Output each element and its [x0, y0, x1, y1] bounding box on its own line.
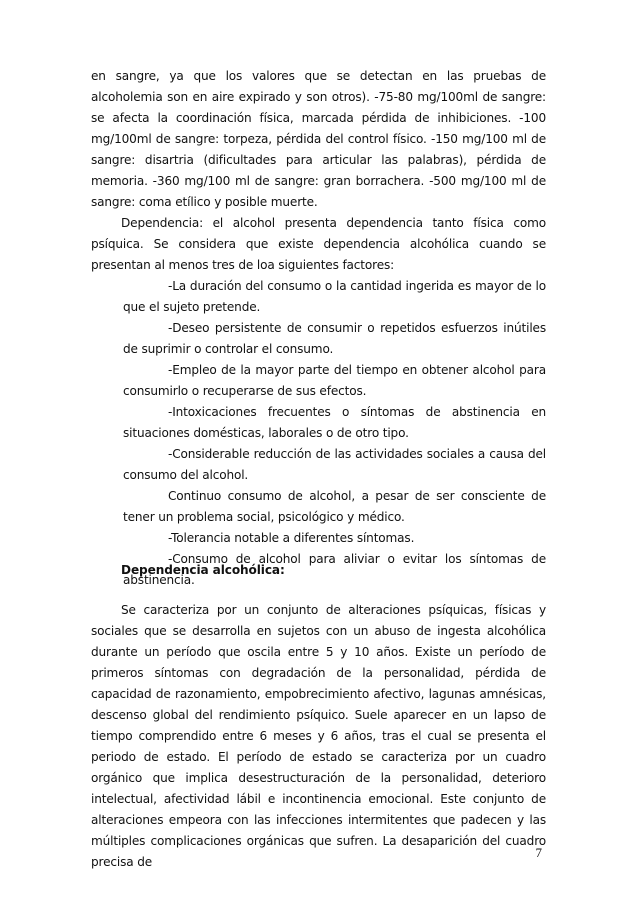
list-item: -Tolerancia notable a diferentes síntomas. [168, 531, 415, 545]
list-item: -Considerable reducción de las actividades sociales a causa del consumo del alcohol. [123, 447, 546, 482]
section-heading: Dependencia alcohólica: [121, 563, 285, 577]
page-number: 7 [535, 845, 542, 860]
list-item: -Deseo persistente de consumir o repetidos esfuerzos inútiles de suprimir o controlar el consumo. [123, 321, 546, 356]
list-item: Continuo consumo de alcohol, a pesar de ser consciente de tener un problema social, psicológico y médico. [123, 489, 546, 524]
paragraph-text: en sangre, ya que los valores que se detectan en las pruebas de alcoholemia son en aire expirado y son otros). -75-80 mg/100ml de sangre: se afecta la coordinación física, marcada pérdida de inhibiciones. -100 mg/100ml de sangre: torpeza, pérdida del control físico. -150 mg/100 ml de sangre: disartria (dificultades para articular las palabras), pérdida de memoria. -360 mg/100 ml de sangre: gran borrachera. -500 mg/100 ml de sangre: coma etílico y posible muerte. [91, 69, 546, 209]
dependence-factors-list [123, 276, 546, 591]
list-item: -Consumo de alcohol para aliviar o evitar los síntomas de abstinencia. [123, 552, 546, 587]
paragraph-blood-alcohol-levels [91, 66, 546, 213]
paragraph-text: Dependencia: el alcohol presenta dependencia tanto física como psíquica. Se considera que existe dependencia alcohólica cuando se presentan al menos tres de loa siguientes factores: [91, 216, 546, 272]
list-item: -La duración del consumo o la cantidad ingerida es mayor de lo que el sujeto pretende. [123, 279, 546, 314]
list-item: -Intoxicaciones frecuentes o síntomas de abstinencia en situaciones domésticas, laborales o de otro tipo. [123, 405, 546, 440]
paragraph-dependence-intro [91, 213, 546, 276]
paragraph-alcohol-dependence [91, 600, 546, 873]
list-item: -Empleo de la mayor parte del tiempo en obtener alcohol para consumirlo o recuperarse de sus efectos. [123, 363, 546, 398]
paragraph-text: Se caracteriza por un conjunto de alteraciones psíquicas, físicas y sociales que se desarrolla en sujetos con un abuso de ingesta alcohólica durante un período que oscila entre 5 y 10 años. Existe un período de primeros síntomas con degradación de la personalidad, pérdida de capacidad de razonamiento, empobrecimiento afectivo, lagunas amnésicas, descenso global del rendimiento psíquico. Suele aparecer en un lapso de tiempo comprendido entre 6 meses y 6 años, tras el cual se presenta el periodo de estado. El período de estado se caracteriza por un cuadro orgánico que implica desestructuración de la personalidad, deterioro intelectual, afectividad lábil e incontinencia emocional. Este conjunto de alteraciones empeora con las infecciones intermitentes que padecen y las múltiples complicaciones orgánicas que sufren. La desaparición del cuadro precisa de [91, 603, 546, 869]
